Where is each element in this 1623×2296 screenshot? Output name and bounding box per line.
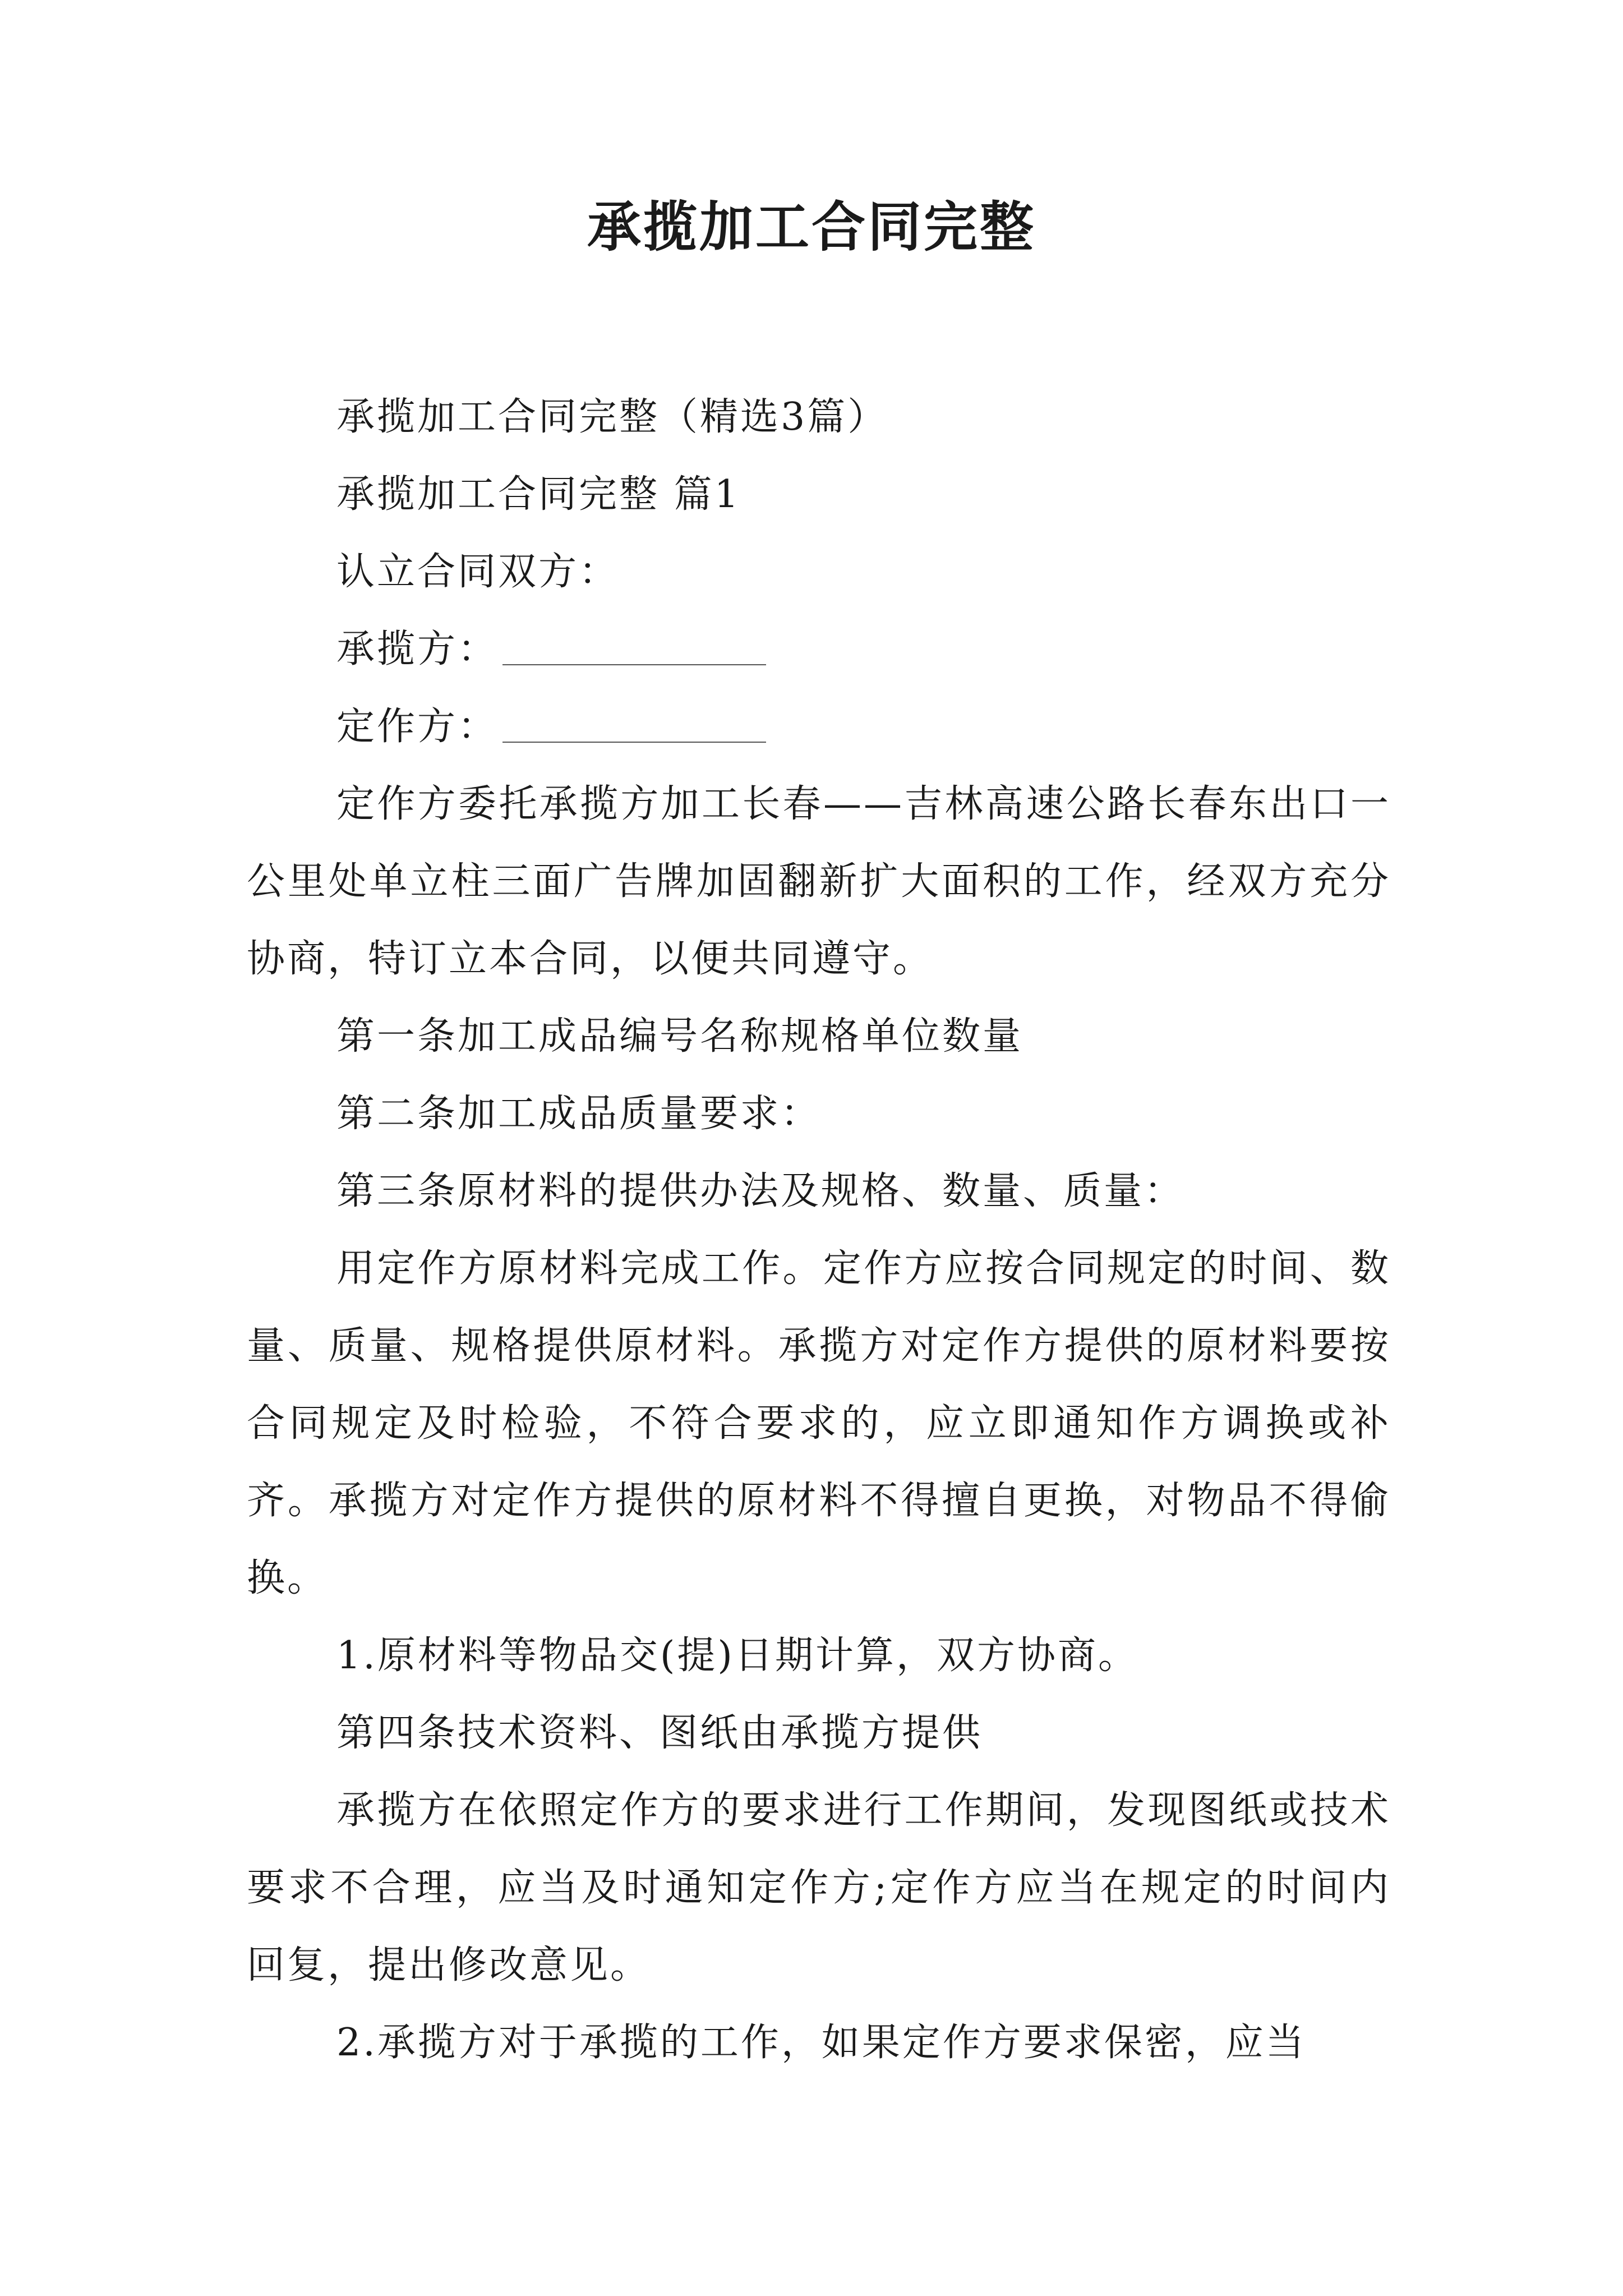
paragraph-article-1: 第一条加工成品编号名称规格单位数量 [336,1014,1023,1059]
paragraph-article-4: 第四条技术资料、图纸由承揽方提供 [336,1711,983,1755]
paragraph-article-3: 第三条原材料的提供办法及规格、数量、质量： [336,1169,1185,1213]
contractor-blank-line [502,625,766,665]
paragraph-item-2: 2.承揽方对于承揽的工作，如果定作方要求保密，应当 [336,2021,1306,2065]
contractor-label: 承揽方： [336,627,499,671]
paragraph-article-2: 第二条加工成品质量要求： [336,1092,822,1136]
paragraph-ordering-party [247,688,1391,766]
paragraph-materials: 用定作方原材料完成工作。定作方应按合同规定的时间、数量、质量、规格提供原材料。承揽方对定作方提供的原材料要按合同规定及时检验，不符合要求的，应立即通知作方调换或补齐。承揽方对定作方提供的原材料不得擅自更换，对物品不得偷换。 [247,1246,1391,1600]
ordering-party-label: 定作方： [336,705,499,749]
ordering-party-blank-line [502,702,766,743]
paragraph-subtitle: 承揽加工合同完整（精选3篇） [336,395,888,439]
document-body [247,379,1391,2082]
document-title: 承揽加工合同完整 [587,195,1036,259]
paragraph-commission: 定作方委托承揽方加工长春——吉林高速公路长春东出口一公里处单立柱三面广告牌加固翻新扩大面积的工作，经双方充分协商，特订立本合同，以便共同遵守。 [247,782,1391,981]
paragraph-parties-intro: 认立合同双方： [336,550,620,594]
paragraph-contractor [247,611,1391,688]
paragraph-part-heading: 承揽加工合同完整 篇1 [336,472,741,517]
paragraph-drawings: 承揽方在依照定作方的要求进行工作期间，发现图纸或技术要求不合理，应当及时通知定作方;定作方应当在规定的时间内回复，提出修改意见。 [247,1788,1391,1987]
paragraph-item-1: 1.原材料等物品交(提)日期计算，双方协商。 [336,1634,1138,1678]
